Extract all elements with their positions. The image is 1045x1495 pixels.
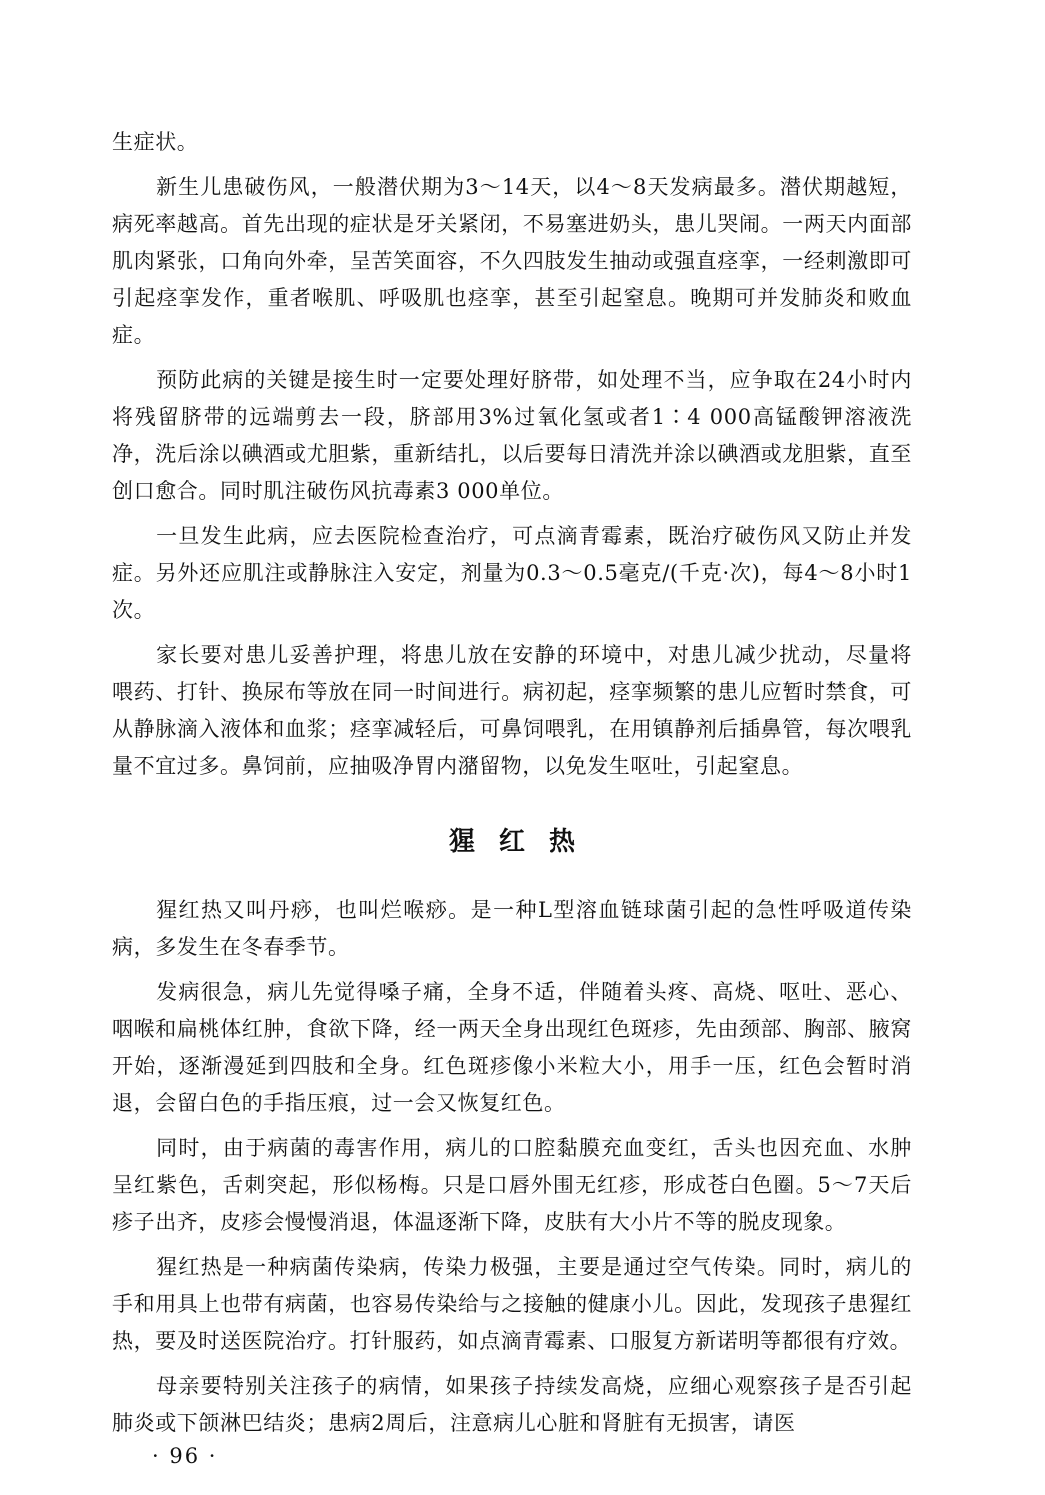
paragraph: 预防此病的关键是接生时一定要处理好脐带，如处理不当，应争取在24小时内将残留脐带的远端剪去一段，脐部用3%过氧化氢或者1∶4 000高锰酸钾溶液洗净，洗后涂以碘酒或尤胆紫，重新结扎，以后要每日清洗并涂以碘酒或龙胆紫，直至创口愈合。同时肌注破伤风抗毒素3 000单位。 [112,368,912,503]
paragraph: 发病很急，病儿先觉得嗓子痛，全身不适，伴随着头疼、高烧、呕吐、恶心、咽喉和扁桃体红肿，食欲下降，经一两天全身出现红色斑疹，先由颈部、胸部、腋窝开始，逐渐漫延到四肢和全身。红色斑疹像小米粒大小，用手一压，红色会暂时消退，会留白色的手指压痕，过一会又恢复红色。 [112,980,912,1115]
paragraph: 生症状。 [112,130,199,154]
paragraph: 母亲要特别关注孩子的病情，如果孩子持续发高烧，应细心观察孩子是否引起肺炎或下颌淋巴结炎；患病2周后，注意病儿心脏和肾脏有无损害，请医 [112,1374,912,1435]
page-number: · 96 · [152,1444,218,1468]
paragraph: 家长要对患儿妥善护理，将患儿放在安静的环境中，对患儿减少扰动，尽量将喂药、打针、换尿布等放在同一时间进行。病初起，痉挛频繁的患儿应暂时禁食，可从静脉滴入液体和血浆；痉挛减轻后，可鼻饲喂乳，在用镇静剂后插鼻管，每次喂乳量不宜过多。鼻饲前，应抽吸净胃内潴留物，以免发生呕吐，引起窒息。 [112,643,912,778]
paragraph: 一旦发生此病，应去医院检查治疗，可点滴青霉素，既治疗破伤风又防止并发症。另外还应肌注或静脉注入安定，剂量为0.3～0.5毫克/(千克·次)，每4～8小时1次。 [112,524,912,622]
paragraph: 新生儿患破伤风，一般潜伏期为3～14天，以4～8天发病最多。潜伏期越短，病死率越高。首先出现的症状是牙关紧闭，不易塞进奶头，患儿哭闹。一两天内面部肌肉紧张，口角向外牵，呈苦笑面容，不久四肢发生抽动或强直痉挛，一经刺激即可引起痉挛发作，重者喉肌、呼吸肌也痉挛，甚至引起窒息。晚期可并发肺炎和败血症。 [112,175,912,347]
paragraph: 同时，由于病菌的毒害作用，病儿的口腔黏膜充血变红，舌头也因充血、水肿呈红紫色，舌刺突起，形似杨梅。只是口唇外围无红疹，形成苍白色圈。5～7天后疹子出齐，皮疹会慢慢消退，体温逐渐下降，皮肤有大小片不等的脱皮现象。 [112,1136,912,1234]
paragraph: 猩红热又叫丹痧，也叫烂喉痧。是一种L型溶血链球菌引起的急性呼吸道传染病，多发生在冬春季节。 [112,898,912,959]
section-title: 猩红热 [448,827,599,857]
paragraph: 猩红热是一种病菌传染病，传染力极强，主要是通过空气传染。同时，病儿的手和用具上也带有病菌，也容易传染给与之接触的健康小儿。因此，发现孩子患猩红热，要及时送医院治疗。打针服药，如点滴青霉素、口服复方新诺明等都很有疗效。 [112,1255,912,1353]
body-text [112,124,912,1450]
